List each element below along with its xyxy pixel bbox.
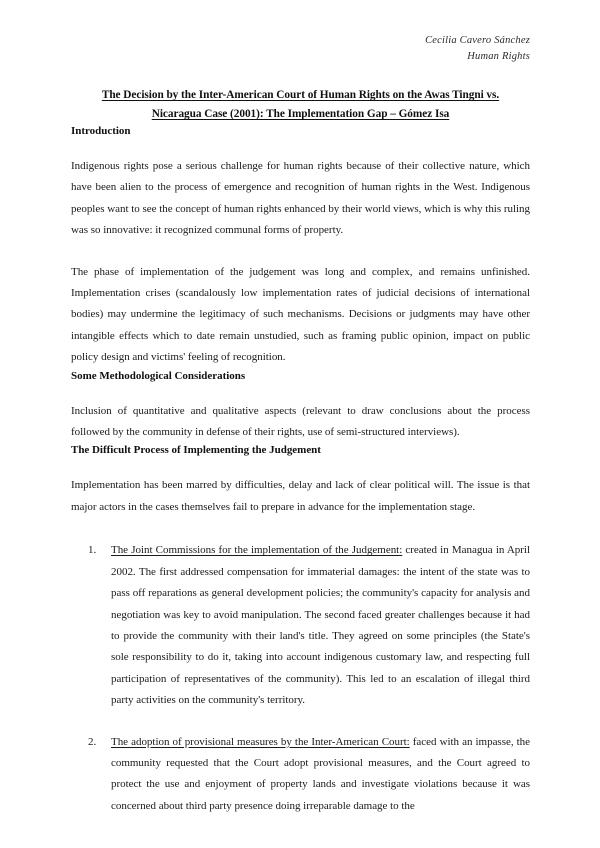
- document-content: [71, 0, 530, 817]
- title-line-2: Nicaragua Case (2001): The Implementation Gap – Gómez Isa: [151, 108, 450, 120]
- heading-difficult-process: The Difficult Process of Implementing the Judgement: [71, 444, 321, 457]
- list-item-text: faced with an impasse, the community requested that the Court adopt provisional measures, and the Court agreed to protect the use and enjoyment of property lands and investigate violations because it was concerned about third party presence doing irreparable damage to the: [111, 735, 530, 812]
- numbered-list: [71, 540, 530, 817]
- list-item-text: created in Managua in April 2002. The first addressed compensation for immaterial damages: the intent of the state was to pass off reparations as general development policies; the community's capacity for analysis and negotiation was key to avoid manipulation. The second faced greater challenges because it had to provide the community with their land's title. They agreed on some principles (the State's sole responsibility to do it, taking into account indigenous customary law, and respecting full participation of representatives of the community). This led to an escalation of illegal third party activities on the community's territory.: [111, 544, 531, 707]
- paragraph-difficult-process-1: Implementation has been marred by difficulties, delay and lack of clear political will. The issue is that major actors in the cases themselves fail to prepare in advance for the implementation stage.: [71, 479, 530, 513]
- running-header: [71, 33, 530, 65]
- paragraph-introduction-2: The phase of implementation of the judgement was long and complex, and remains unfinished. Implementation crises (scandalously low implementation rates of judicial decisions of international bodies) may undermine the legitimacy of such mechanisms. Decisions or judgments may have other intangible effects which to date remain unstudied, such as framing public opinion, impact on public policy design and victims' feeling of recognition.: [71, 265, 530, 364]
- list-item-lead-in: The Joint Commissions for the implementation of the Judgement:: [111, 544, 403, 557]
- paragraph-introduction-1: Indigenous rights pose a serious challenge for human rights because of their collective nature, which have been alien to the process of emergence and recognition of human rights in the West. Indigenous peoples want to see the concept of human rights enhanced by their world views, which is why this ruling was so innovative: it recognized communal forms of property.: [71, 160, 530, 237]
- header-author: Cecilia Cavero Sánchez: [425, 35, 530, 46]
- title-line-1: The Decision by the Inter-American Court of Human Rights on the Awas Tingni vs.: [101, 89, 500, 101]
- heading-methodology: Some Methodological Considerations: [71, 369, 246, 382]
- list-item: [71, 732, 530, 818]
- list-item: [71, 540, 530, 711]
- list-item-lead-in: The adoption of provisional measures by the Inter-American Court:: [111, 735, 410, 748]
- page-title: [71, 86, 530, 124]
- paragraph-methodology-1: Inclusion of quantitative and qualitative aspects (relevant to draw conclusions about the process followed by the community in defense of their rights, use of semi-structured interviews).: [71, 404, 530, 439]
- list-item-marker: 1.: [88, 544, 97, 557]
- list-item-marker: 2.: [88, 735, 97, 748]
- header-course: Human Rights: [467, 51, 530, 62]
- heading-introduction: Introduction: [71, 125, 131, 137]
